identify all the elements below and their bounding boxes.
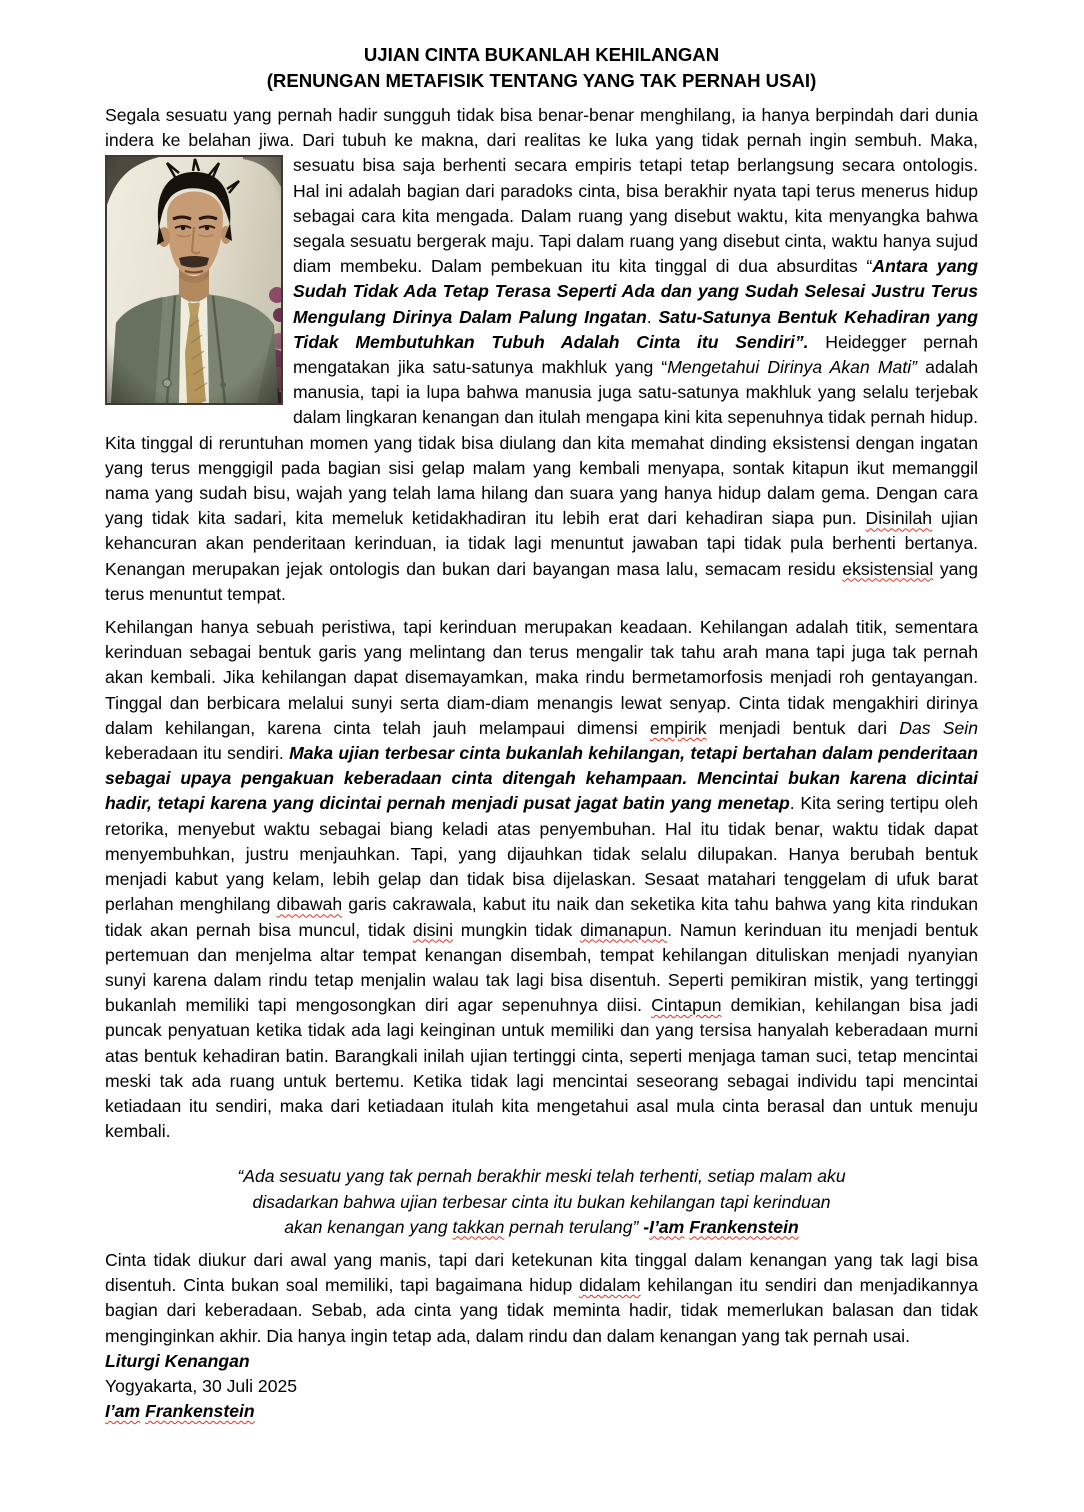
- document-title: [105, 42, 978, 94]
- text-run: .: [646, 306, 659, 327]
- text-run: I’am: [105, 1401, 141, 1422]
- text-run: Segala sesuatu yang pernah hadir sungguh tidak bisa benar-benar menghilang, ia hanya berpindah dari dunia indera ke belahan jiwa. Dari tubuh ke makna, dari realitas ke luka yang tidak pernah ingin sembuh. Maka, sesuatu bisa saja berhenti secara empiris tetapi tetap berlangsung: [105, 105, 978, 176]
- text-run: Disinilah: [865, 508, 933, 529]
- paragraph-opening: [105, 103, 978, 607]
- text-run: disini: [412, 919, 453, 940]
- text-run: Das Sein: [899, 717, 979, 738]
- text-run: dibawah: [276, 894, 343, 915]
- text-run: garis cakrawala, kabut itu naik dan seketika kita tahu bahwa yang kita rindukan tidak akan pernah bisa muncul, tidak: [105, 894, 978, 940]
- text-run: Cinta tidak diukur dari awal yang manis, tapi dari ketekunan kita tinggal dalam kenangan yang tak lagi bisa disentuh. Cinta bukan soal memiliki, tapi bagaimana hidup: [105, 1249, 978, 1296]
- text-run: Heidegger pernah mengatakan jika satu-satunya makhluk yang “: [293, 331, 978, 378]
- portrait-photo: [105, 155, 283, 405]
- text-run: secara ontologis. Hal ini adalah bagian dari paradoks cinta, bisa berakhir nyata tapi terus menerus hidup sebagai cara kita mengada. Dalam ruang yang disebut waktu, kita menyangka bahwa segala sesuatu bergerak maju. Tapi dalam ruang yang disebut cinta, waktu hanya sujud diam membeku. Dalam pembekuan itu kita tinggal di dua absurditas “: [293, 155, 978, 277]
- text-run: . Namun kerinduan itu menjadi bentuk pertemuan dan menjelma altar tempat kenangan disembah, tempat kehilangan dituliskan menjadi nyanyian sunyi karena dalam rindu tetap menjalin walau tak lagi bisa disentuh. Seperti pemikiran mistik, yang tertinggi bukanlah memiliki tapi mengosongkan diri agar sepenuhnya diisi.: [105, 919, 978, 1016]
- text-run: adalah manusia, tapi ia lupa bahwa manusia juga satu-satunya makhluk yang selalu terjebak dalam lingkaran kenangan dan itulah mengapa kini kita sepenuhnya tidak pernah hidup. Kita tinggal di reruntuhan momen yang tidak bisa diulang dan kita memahat dinding eksistensi dengan ingatan yang terus menggigil pada bagian sisi gelap malam yang kembali menyapa, sontak kitapun ikut memanggil nama yang sudah bisu, wajah yang telah lama hilang dan suara yang hanya hidup dalam gema. Dengan cara yang tidak kita sadari, kita memeluk ketidakhadiran itu lebih erat dari kehadiran siapa pun.: [105, 357, 978, 529]
- portrait-photo-drawing: [107, 157, 281, 403]
- text-run: disadarkan bahwa ujian terbesar cinta itu bukan kehilangan tapi kerinduan: [252, 1191, 831, 1212]
- text-run: dimanapun: [580, 919, 668, 940]
- text-run: demikian, kehilangan bisa jadi puncak penyatuan ketika tidak ada lagi keinginan untuk memiliki dan yang tersisa hanyalah keberadaan murni atas bentuk kehadiran batin. Barangkali inilah ujian tertinggi cinta, seperti menjaga taman suci, tetap mencintai meski tak ada ruang untuk bertemu. Ketika tidak lagi mencintai seseorang sebagai individu tapi mencintai ketiadaan itu sendiri, maka dari ketiadaan itulah kita mengetahui asal mula cinta berasal dan untuk menuju kembali.: [105, 995, 978, 1142]
- text-run: takkan: [452, 1216, 505, 1237]
- text-run: I’am: [649, 1216, 685, 1237]
- text-run: “Ada sesuatu yang tak pernah berakhir meski telah terhenti, setiap malam aku: [237, 1166, 846, 1187]
- text-run: -: [643, 1216, 650, 1237]
- text-run: mungkin tidak: [453, 919, 581, 940]
- text-run: ujian kehancuran akan penderitaan kerinduan, ia tidak lagi menuntut jawaban tapi tidak pula berhenti bertanya. Kenangan merupakan jejak ontologis dan bukan dari bayangan masa lalu, semacam residu: [105, 508, 978, 579]
- text-run: Maka ujian terbesar cinta bukanlah kehilangan, tetapi bertahan dalam penderitaan sebagai upaya pengakuan keberadaan cinta ditengah kehampaan. Mencintai bukan karena dicintai hadir, tetapi karena yang dicintai pernah menjadi pusat jagat batin yang menetap: [105, 743, 978, 814]
- text-run: Frankenstein: [145, 1401, 255, 1422]
- text-run: yang terus menuntut tempat.: [105, 558, 978, 604]
- title-line-2: (RENUNGAN METAFISIK TENTANG YANG TAK PERNAH USAI): [266, 70, 817, 91]
- text-run: Cintapun: [651, 995, 722, 1016]
- text-run: Frankenstein: [689, 1216, 799, 1237]
- text-run: Kehilangan hanya sebuah peristiwa, tapi kerinduan merupakan keadaan. Kehilangan adalah titik, sementara kerinduan sebagai bentuk garis yang melintang dan terus mengalir tak tahu arah mana tapi juga tak pernah akan kembali. Jika kehilangan dapat disemayamkan, maka rindu bermetamorfosis menjadi roh gentayangan. Tinggal dan berbicara melalui sunyi serta diam-diam menangis lewat senyap. Cinta tidak mengakhiri dirinya dalam kehilangan, karena cinta telah jauh melampaui dimensi: [105, 617, 978, 738]
- text-run: akan kenangan yang: [284, 1216, 453, 1237]
- text-run: . Kita sering tertipu oleh retorika, menyebut waktu sebagai biang keladi atas penyembuhan. Hal itu tidak benar, waktu tidak dapat menyembuhkan, justru menjauhkan. Tapi, yang dijauhkan tidak selalu dilupakan. Hanya berubah bentuk menjadi kabut yang kelam, lebih gelap dan tidak bisa dijelaskan. Sesaat matahari tenggelam di ufuk barat perlahan menghilang: [105, 793, 978, 915]
- text-run: Satu-Satunya Bentuk Kehadiran yang Tidak Membutuhkan Tubuh Adalah Cinta itu Sendiri”.: [293, 306, 979, 352]
- quote-block: [105, 1164, 978, 1240]
- paragraph-closing: [105, 1248, 978, 1349]
- text-run: Mengetahui Dirinya Akan Mati”: [667, 357, 917, 378]
- signature-title: [105, 1349, 978, 1374]
- text-run: empirik: [649, 717, 707, 738]
- paragraph-kehilangan: [105, 615, 978, 1144]
- text-run: eksistensial: [842, 558, 934, 579]
- text-run: Yogyakarta, 30 Juli 2025: [105, 1375, 298, 1396]
- text-run: didalam: [579, 1275, 641, 1296]
- document-content: [105, 103, 978, 1424]
- text-run: keberadaan itu sendiri.: [105, 743, 290, 764]
- text-run: pernah terulang”: [504, 1216, 644, 1237]
- title-line-1: UJIAN CINTA BUKANLAH KEHILANGAN: [363, 44, 720, 65]
- text-run: Antara yang Sudah Tidak Ada Tetap Terasa Seperti Ada dan yang Sudah Selesai Justru Terus Mengulang Dirinya Dalam Palung Ingatan: [293, 256, 978, 327]
- text-run: Liturgi Kenangan: [105, 1350, 250, 1371]
- text-run: menjadi bentuk dari: [706, 717, 900, 738]
- signature-author: [105, 1399, 978, 1424]
- signature-place-date: [105, 1374, 978, 1399]
- text-run: kehilangan itu sendiri dan menjadikannya bagian dari keberadaan. Sebab, ada cinta yang tidak meminta hadir, tidak memerlukan balasan dan tidak menginginkan akhir. Dia hanya ingin tetap ada, dalam rindu dan dalam kenangan yang tak pernah usai.: [105, 1275, 978, 1346]
